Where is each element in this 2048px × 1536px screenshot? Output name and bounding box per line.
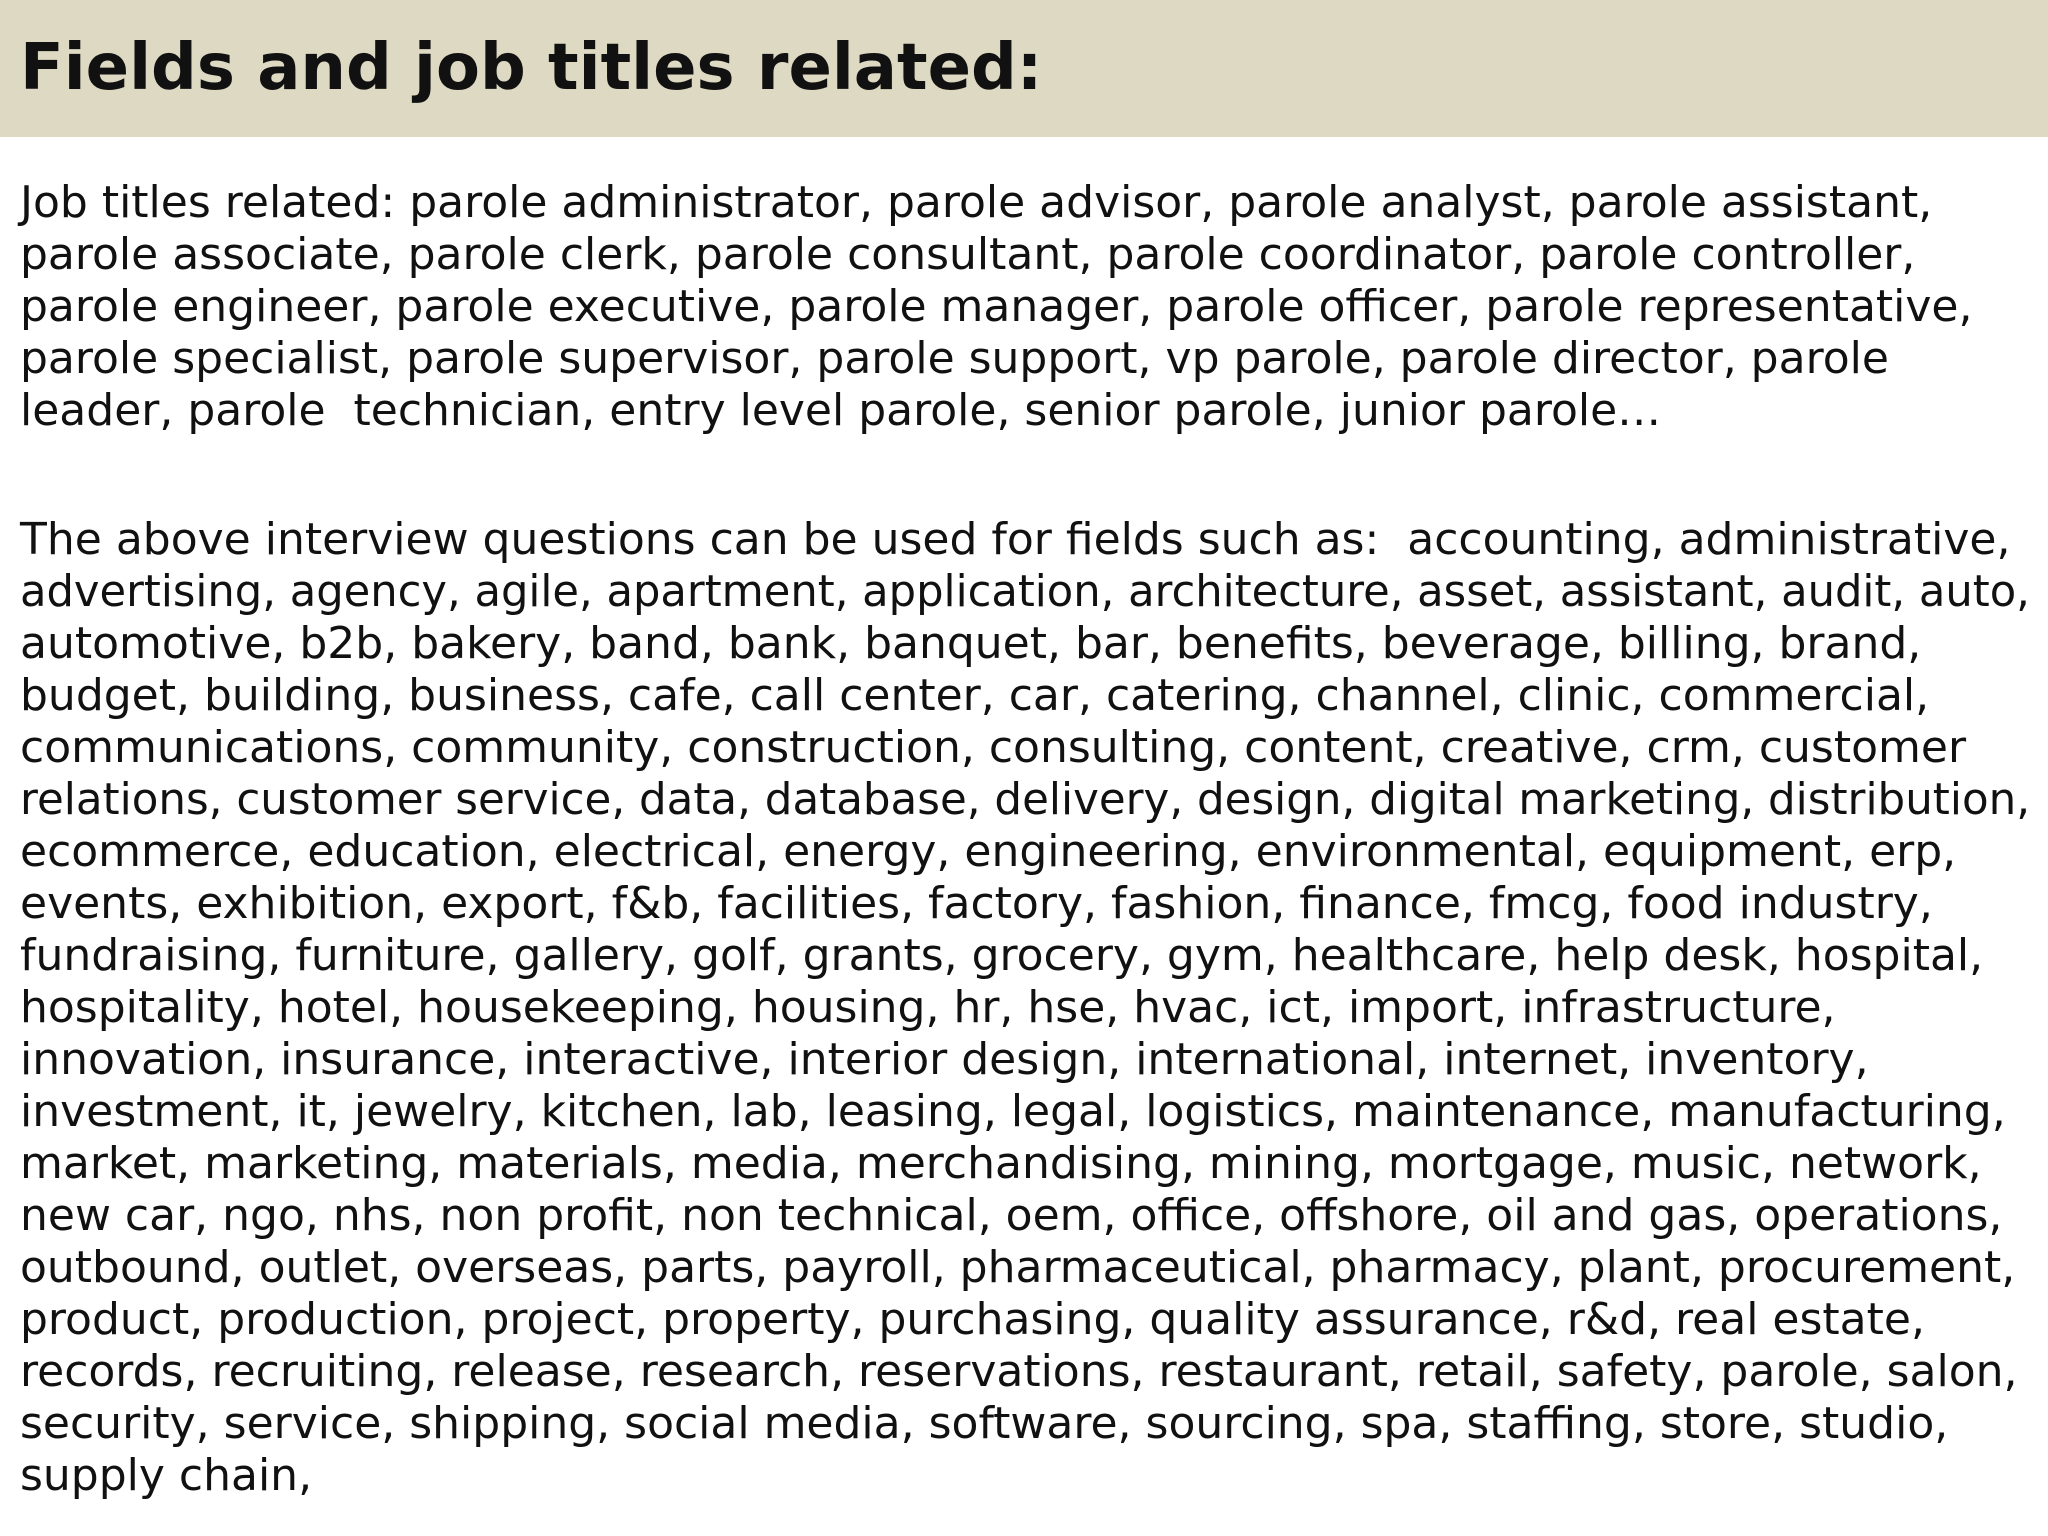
fields-line: budget, building, business, cafe, call center, car, catering, channel, clinic, commercial,	[20, 670, 1930, 721]
fields-line: fundraising, furniture, gallery, golf, grants, grocery, gym, healthcare, help desk, hospital,	[20, 930, 1984, 981]
fields-line: communications, community, construction, consulting, content, creative, crm, customer	[20, 722, 1967, 773]
fields-paragraph	[20, 514, 2048, 1502]
job-titles-line: Job titles related: parole administrator, parole advisor, parole analyst, parole assistant,	[20, 177, 1933, 228]
job-titles-line: leader, parole technician, entry level parole, senior parole, junior parole…	[20, 385, 1662, 436]
fields-line: The above interview questions can be used for fields such as: accounting, administrative,	[20, 514, 2011, 565]
job-titles-line: parole associate, parole clerk, parole consultant, parole coordinator, parole controller,	[20, 229, 1916, 280]
fields-line: supply chain,	[20, 1450, 313, 1501]
fields-line: hospitality, hotel, housekeeping, housing, hr, hse, hvac, ict, import, infrastructure,	[20, 982, 1836, 1033]
fields-line: market, marketing, materials, media, merchandising, mining, mortgage, music, network,	[20, 1138, 1982, 1189]
fields-line: events, exhibition, export, f&b, facilities, factory, fashion, finance, fmcg, food industry,	[20, 878, 1933, 929]
fields-line: investment, it, jewelry, kitchen, lab, leasing, legal, logistics, maintenance, manufacturing,	[20, 1086, 2006, 1137]
title-bar	[0, 0, 2048, 137]
fields-line: automotive, b2b, bakery, band, bank, banquet, bar, benefits, beverage, billing, brand,	[20, 618, 1922, 669]
fields-line: relations, customer service, data, database, delivery, design, digital marketing, distribution,	[20, 774, 2031, 825]
job-titles-paragraph	[20, 177, 1972, 437]
fields-line: security, service, shipping, social media, software, sourcing, spa, staffing, store, studio,	[20, 1398, 1949, 1449]
job-titles-line: parole engineer, parole executive, parole manager, parole officer, parole representative,	[20, 281, 1973, 332]
fields-line: product, production, project, property, purchasing, quality assurance, r&d, real estate,	[20, 1294, 1925, 1345]
fields-line: records, recruiting, release, research, reservations, restaurant, retail, safety, parole, salon,	[20, 1346, 2018, 1397]
fields-line: innovation, insurance, interactive, interior design, international, internet, inventory,	[20, 1034, 1869, 1085]
job-titles-line: parole specialist, parole supervisor, parole support, vp parole, parole director, parole	[20, 333, 1889, 384]
fields-line: ecommerce, education, electrical, energy, engineering, environmental, equipment, erp,	[20, 826, 1957, 877]
fields-line: outbound, outlet, overseas, parts, payroll, pharmaceutical, pharmacy, plant, procurement,	[20, 1242, 2016, 1293]
fields-line: new car, ngo, nhs, non profit, non technical, oem, office, offshore, oil and gas, operations,	[20, 1190, 2003, 1241]
page-title: Fields and job titles related:	[20, 31, 1043, 105]
fields-line: advertising, agency, agile, apartment, application, architecture, asset, assistant, audit, auto,	[20, 566, 2030, 617]
